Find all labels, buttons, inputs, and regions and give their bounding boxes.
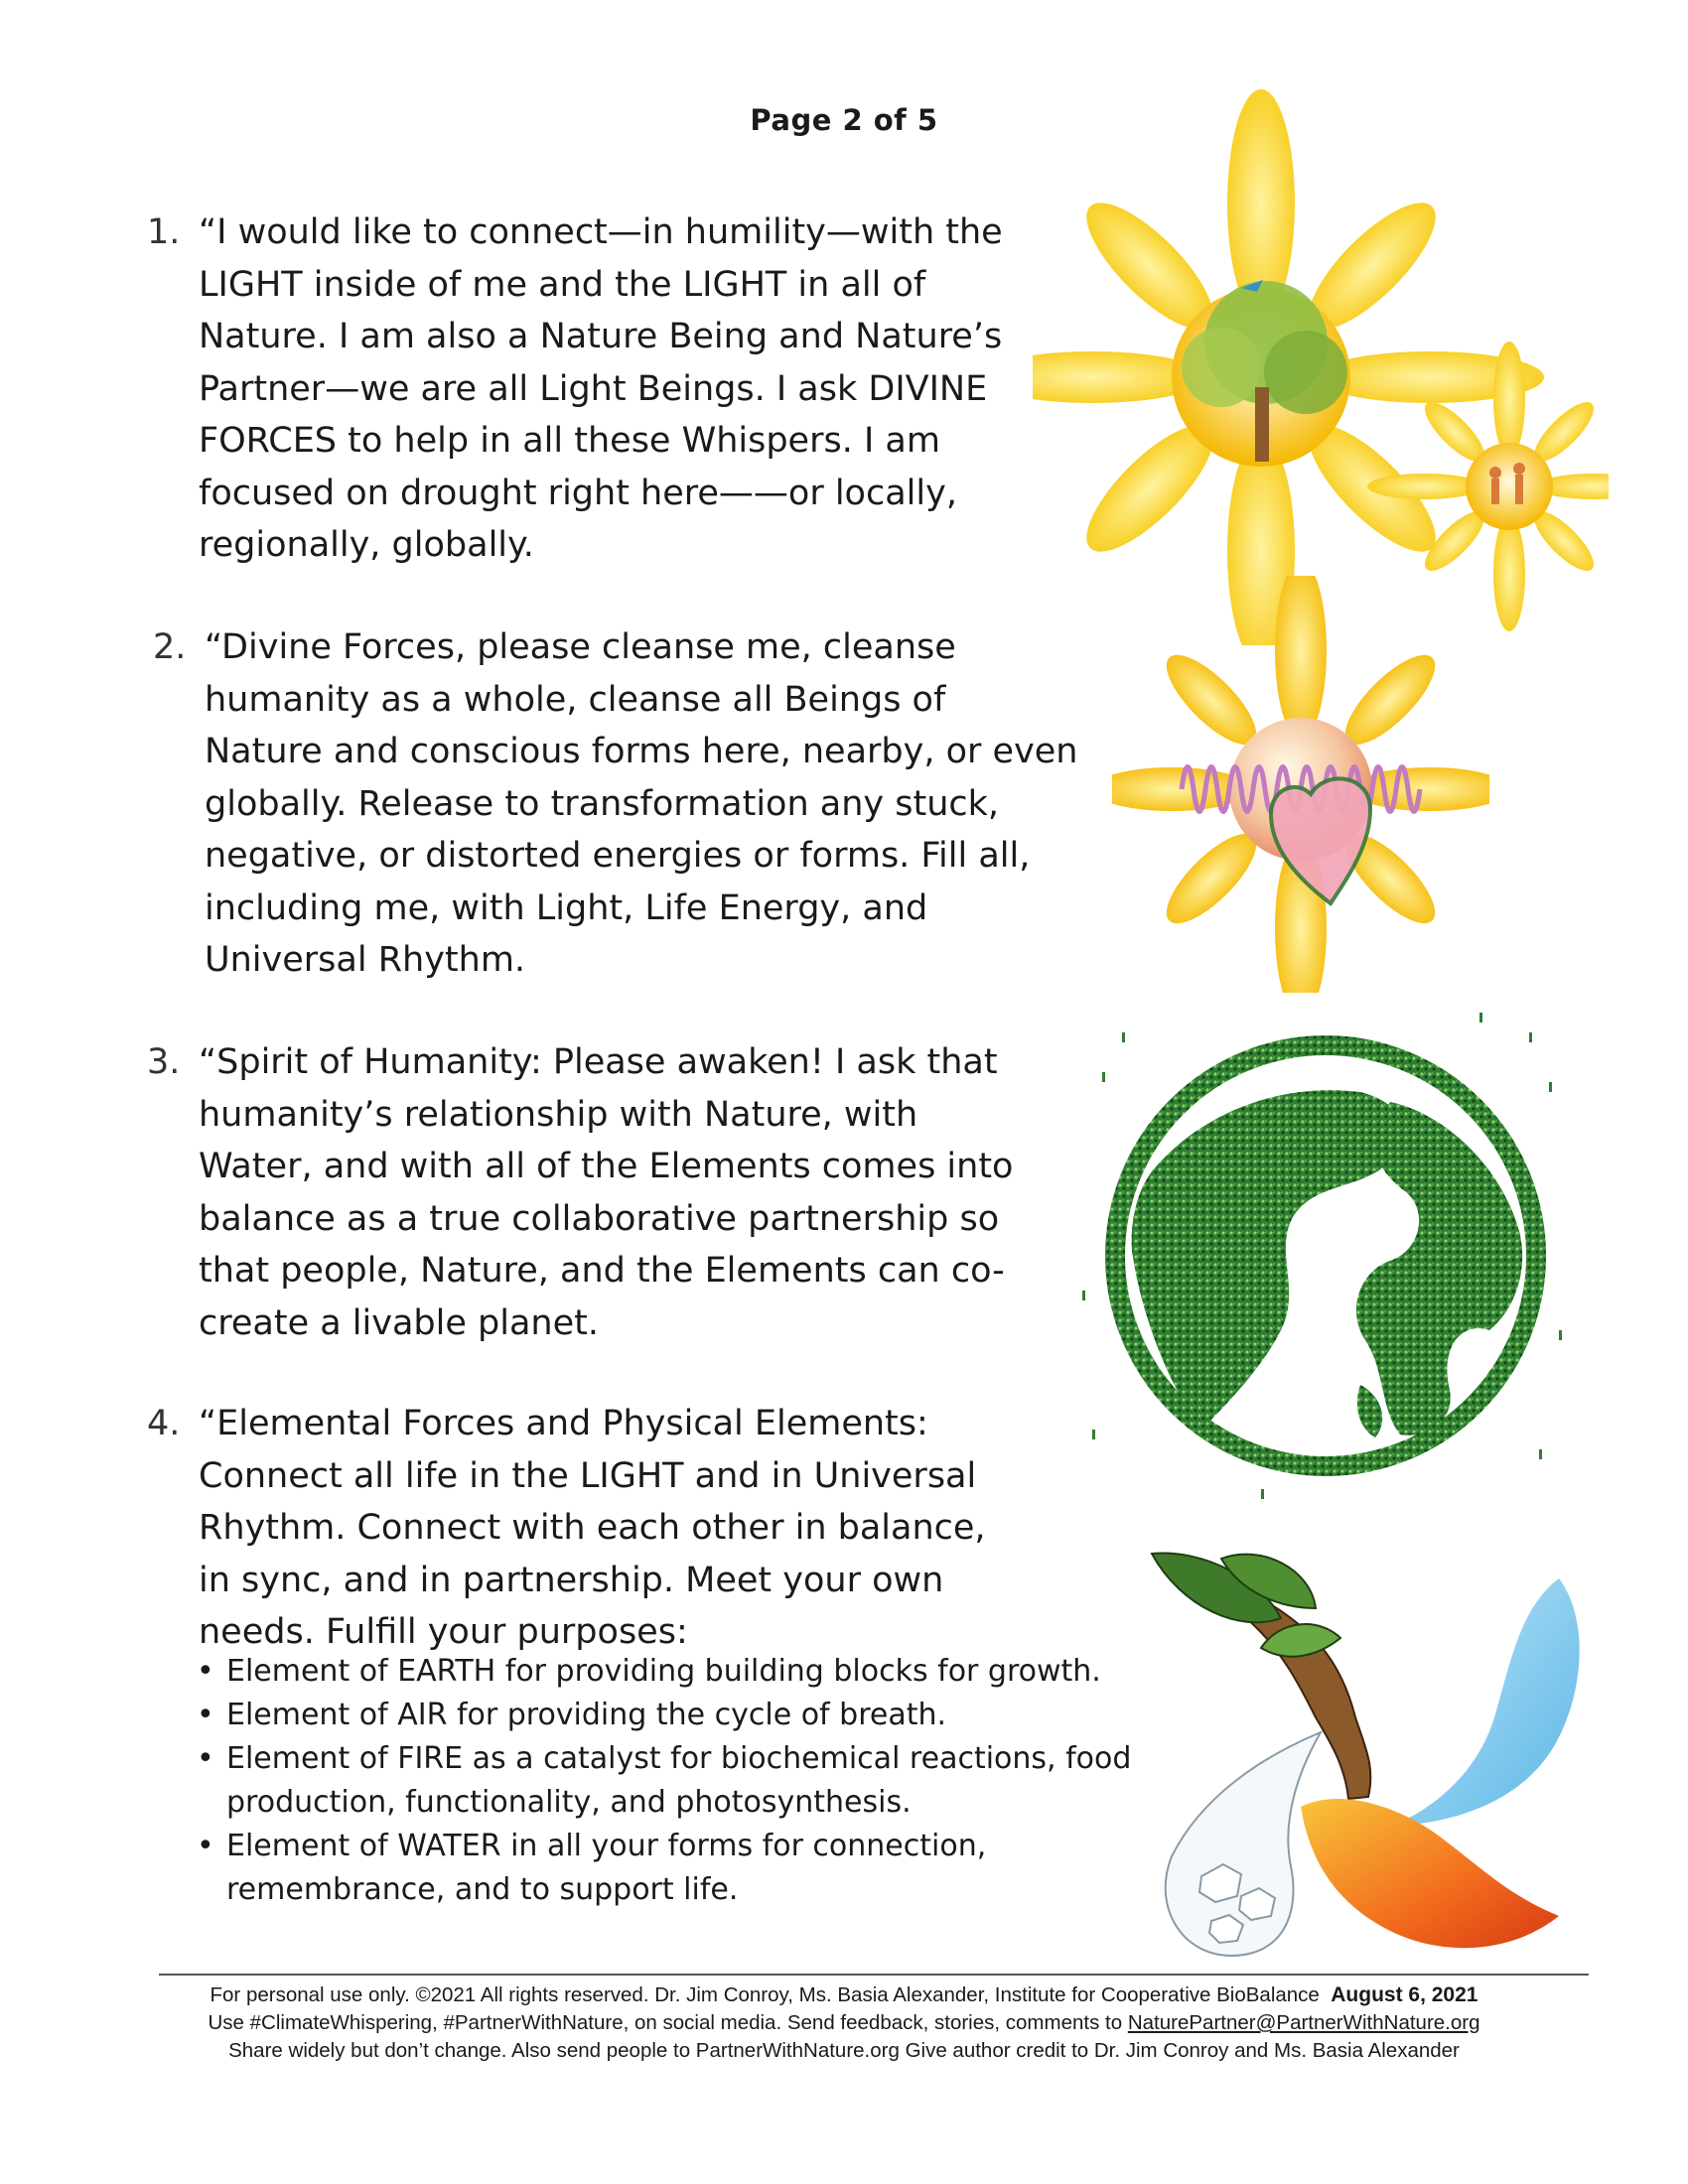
item-line: create a livable planet. — [199, 1302, 599, 1343]
item-line: Water, and with all of the Elements comes into — [199, 1147, 1014, 1186]
footer-copyright-line — [0, 1981, 1688, 2009]
globe-icon — [1115, 1045, 1536, 1466]
item-line: Universal Rhythm. — [205, 940, 526, 980]
whisper-item-1 — [147, 206, 1003, 572]
bullet-line: • Element of EARTH for providing building blocks for growth. — [226, 1654, 1101, 1689]
bullet-line: remembrance, and to support life. — [226, 1872, 739, 1907]
bullet-line: production, functionality, and photosynthesis. — [226, 1785, 912, 1820]
item-line: Connect all life in the LIGHT and in Universal — [199, 1455, 977, 1496]
elements-bullet-list — [197, 1650, 1131, 1912]
item-line: needs. Fulfill your purposes: — [199, 1612, 688, 1652]
air-water-icon — [1390, 1578, 1580, 1827]
bullet-line: • Element of AIR for providing the cycle of breath. — [226, 1698, 947, 1732]
page-number: Page 2 of 5 — [750, 103, 938, 137]
item-line: humanity as a whole, cleanse all Beings of — [205, 679, 946, 720]
footer-share-line: Share widely but don’t change. Also send people to PartnerWithNature.org Give author credit to Dr. Jim Conroy and Ms. Basia Alexander — [228, 2039, 1460, 2062]
whisper-item-4 — [147, 1398, 986, 1659]
people-globe-illustration — [1062, 993, 1579, 1509]
item-line: “Spirit of Humanity: Please awaken! I ask that — [199, 1042, 998, 1082]
item-number: 1. — [147, 212, 181, 252]
footer-divider — [159, 1974, 1589, 1976]
item-number: 3. — [147, 1042, 181, 1082]
footer-social-line — [0, 2009, 1688, 2037]
whisper-item-2 — [153, 621, 1078, 987]
item-line: negative, or distorted energies or forms. Fill all, — [205, 836, 1031, 876]
item-line: focused on drought right here——or locally, — [199, 473, 957, 513]
footer-email-link[interactable]: NaturePartner@PartnerWithNature.org — [1127, 2011, 1480, 2034]
four-elements-illustration — [1142, 1539, 1599, 1966]
item-line: globally. Release to transformation any stuck, — [205, 783, 1000, 824]
bullet-line: • Element of FIRE as a catalyst for biochemical reactions, food — [226, 1741, 1132, 1776]
item-line: Nature and conscious forms here, nearby, or even — [205, 732, 1078, 771]
item-line: in sync, and in partnership. Meet your own — [199, 1560, 944, 1600]
item-line: including me, with Light, Life Energy, and — [205, 887, 928, 928]
bullet-fire — [197, 1737, 1131, 1825]
footer-social-text: Use #ClimateWhispering, #PartnerWithNature, on social media. Send feedback, stories, comments to — [208, 2011, 1123, 2034]
item-line: humanity’s relationship with Nature, with — [199, 1094, 918, 1135]
item-line: balance as a true collaborative partnership so — [199, 1198, 1000, 1239]
sun-tree-illustration — [1033, 89, 1609, 645]
whisper-item-3 — [147, 1036, 1014, 1349]
bullet-line: • Element of WATER in all your forms for connection, — [226, 1829, 987, 1863]
item-line: Nature. I am also a Nature Being and Nature’s — [199, 317, 1003, 356]
item-number: 2. — [153, 627, 187, 667]
item-line: “Divine Forces, please cleanse me, cleanse — [205, 627, 956, 667]
item-line: Rhythm. Connect with each other in balance, — [199, 1508, 986, 1548]
water-drop-icon — [1166, 1732, 1321, 1956]
footer-copyright: For personal use only. ©2021 All rights reserved. Dr. Jim Conroy, Ms. Basia Alexander, Institute for Cooperative BioBalance — [210, 1983, 1320, 2006]
item-line: regionally, globally. — [199, 525, 534, 565]
footer-date: August 6, 2021 — [1331, 1983, 1478, 2006]
page-footer — [0, 1981, 1688, 2065]
item-line: “I would like to connect—in humility—with the — [199, 212, 1003, 252]
bullet-earth — [197, 1650, 1131, 1694]
bullet-air — [197, 1694, 1131, 1737]
bullet-water — [197, 1825, 1131, 1912]
item-line: “Elemental Forces and Physical Elements: — [199, 1404, 928, 1443]
item-line: that people, Nature, and the Elements can co- — [199, 1251, 1005, 1291]
item-number: 4. — [147, 1404, 181, 1443]
item-line: LIGHT inside of me and the LIGHT in all of — [199, 264, 926, 305]
item-line: FORCES to help in all these Whispers. I am — [199, 421, 940, 461]
item-line: Partner—we are all Light Beings. I ask DIVINE — [199, 368, 988, 409]
sun-heart-illustration — [1112, 576, 1489, 993]
